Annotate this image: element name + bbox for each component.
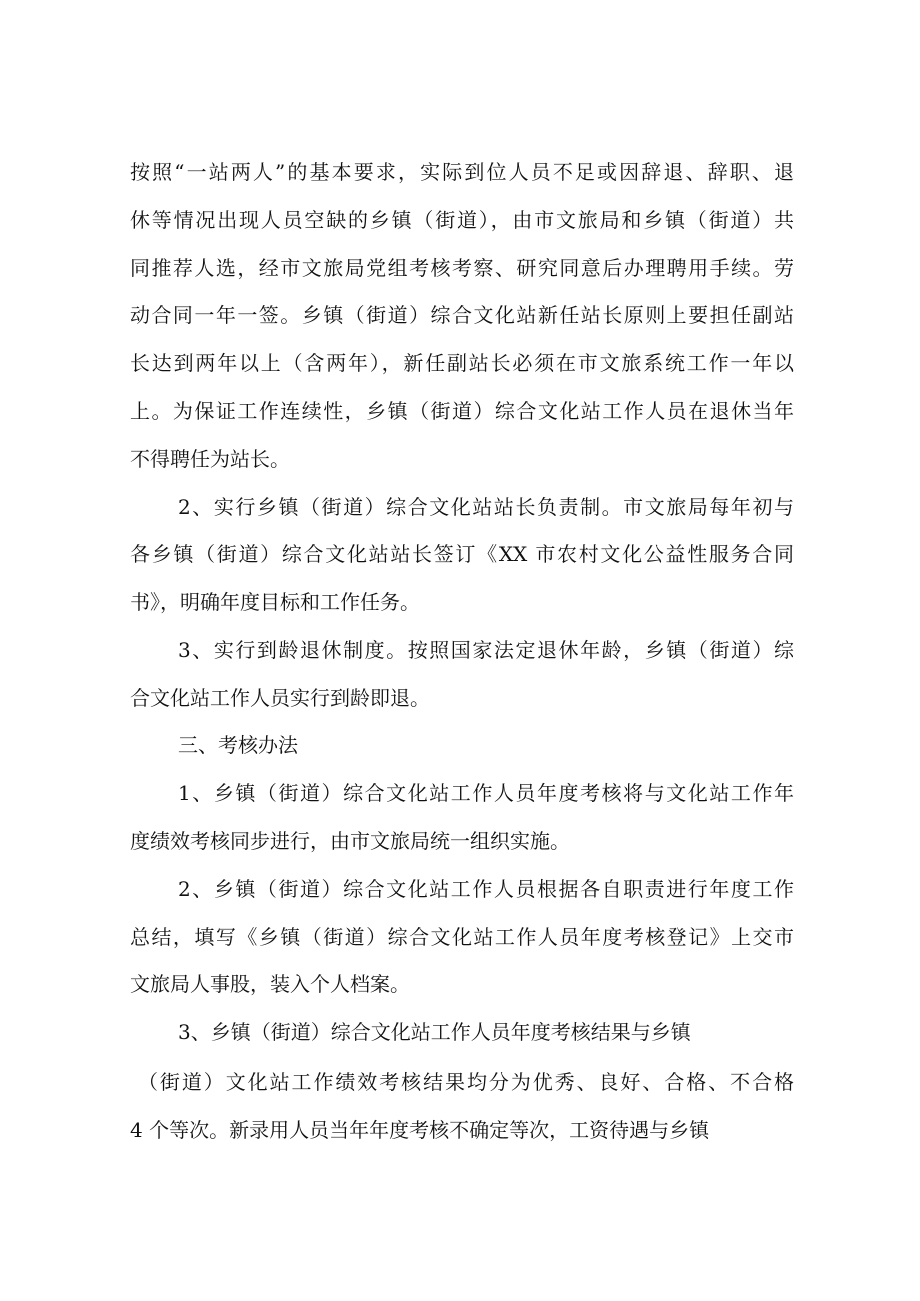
paragraph-line: 长达到两年以上（含两年），新任副站长必须在市文旅系统工作一年以 [130,351,794,375]
paragraph-line: 3、乡镇（街道）综合文化站工作人员年度考核结果与乡镇 [178,1020,691,1044]
paragraph-line: 不得聘任为站长。 [130,447,290,471]
paragraph-line: 动合同一年一签。乡镇（街道）综合文化站新任站长原则上要担任副站 [130,303,794,327]
paragraph-line: 上。为保证工作连续性，乡镇（街道）综合文化站工作人员在退休当年 [130,399,794,423]
paragraph-line: 3、实行到龄退休制度。按照国家法定退休年龄，乡镇（街道）综 [178,638,794,662]
paragraph-line: 2、实行乡镇（街道）综合文化站站长负责制。市文旅局每年初与 [178,495,794,519]
paragraph-line: 文旅局人事股，装入个人档案。 [130,972,410,996]
section-heading: 三、考核办法 [178,733,298,757]
paragraph-line: 2、乡镇（街道）综合文化站工作人员根据各自职责进行年度工作 [178,877,794,901]
paragraph-line: 书》，明确年度目标和工作任务。 [130,590,420,614]
paragraph-line: 休等情况出现人员空缺的乡镇（街道），由市文旅局和乡镇（街道）共 [130,208,794,232]
paragraph-line: 度绩效考核同步进行，由市文旅局统一组织实施。 [130,829,570,853]
paragraph-line: 4 个等次。新录用人员当年年度考核不确定等次，工资待遇与乡镇 [130,1118,710,1142]
paragraph-line: 合文化站工作人员实行到龄即退。 [130,686,430,710]
paragraph-line: 各乡镇（街道）综合文化站站长签订《XX 市农村文化公益性服务合同 [130,542,794,566]
paragraph-line: 总结，填写《乡镇（街道）综合文化站工作人员年度考核登记》上交市 [130,925,794,949]
paragraph-line: 1、乡镇（街道）综合文化站工作人员年度考核将与文化站工作年 [178,781,794,805]
paragraph-line: 按照“一站两人”的基本要求，实际到位人员不足或因辞退、辞职、退 [130,160,794,184]
paragraph-line: 同推荐人选，经市文旅局党组考核考察、研究同意后办理聘用手续。劳 [130,256,794,280]
paragraph-line: （街道）文化站工作绩效考核结果均分为优秀、良好、合格、不合格 [138,1070,794,1094]
